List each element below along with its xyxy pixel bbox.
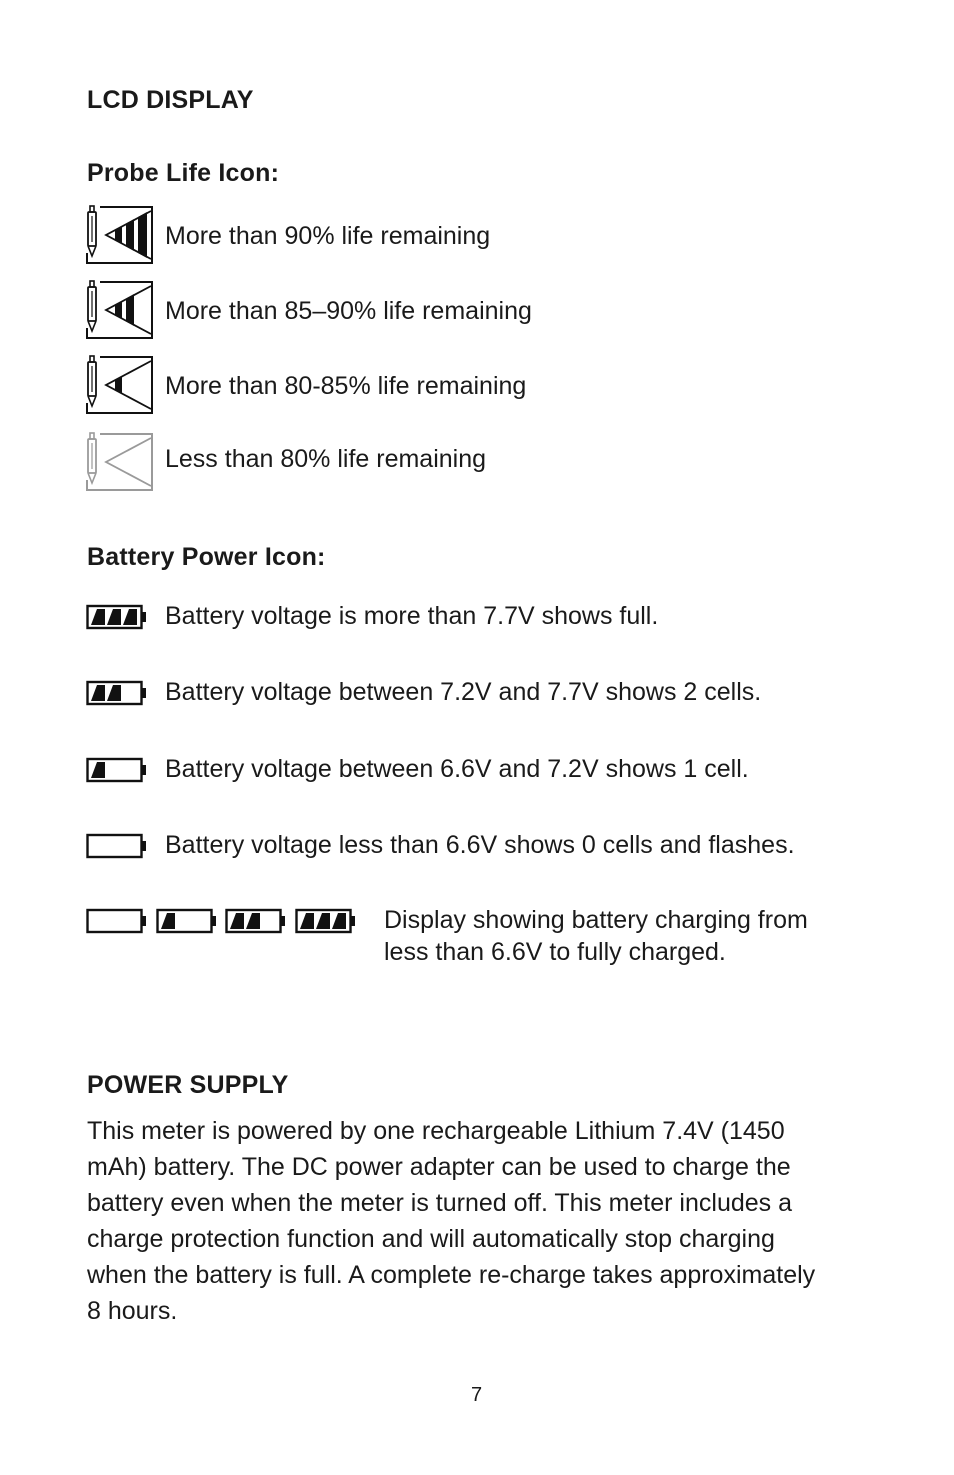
probe-life-bar	[138, 212, 147, 258]
power-supply-heading: POWER SUPPLY	[87, 1071, 289, 1099]
battery-cell	[300, 913, 314, 929]
probe-life-heading: Probe Life Icon:	[87, 159, 280, 187]
page-number: 7	[471, 1384, 483, 1406]
probe-life-icon	[85, 279, 155, 341]
battery-cell	[123, 609, 137, 625]
battery-cell	[91, 609, 105, 625]
probe-point	[88, 246, 96, 256]
probe-life-label: More than 85–90% life remaining	[165, 297, 532, 325]
probe-life-bar	[126, 219, 134, 251]
battery-terminal	[141, 612, 146, 622]
battery-glyph	[227, 910, 286, 932]
battery-icon	[225, 906, 289, 936]
probe-life-glyph	[87, 433, 152, 490]
battery-cell	[91, 762, 105, 778]
paragraph-line: when the battery is full. A complete re-charge takes approximately	[87, 1261, 816, 1289]
charging-label-line2: less than 6.6V to fully charged.	[384, 938, 726, 966]
battery-cell	[161, 913, 175, 929]
paragraph-line: 8 hours.	[87, 1297, 178, 1325]
battery-icon	[156, 906, 220, 936]
battery-icon	[86, 831, 150, 861]
battery-glyph	[88, 759, 147, 781]
paragraph-line: battery even when the meter is turned off. This meter includes a	[87, 1189, 793, 1217]
battery-label: Battery voltage is more than 7.7V shows full.	[165, 602, 659, 630]
battery-cell	[107, 685, 121, 701]
charging-label-line1: Display showing battery charging from	[384, 906, 808, 934]
battery-terminal	[141, 688, 146, 698]
battery-terminal	[350, 916, 355, 926]
probe-cone	[106, 361, 151, 409]
battery-glyph	[297, 910, 356, 932]
battery-icon	[86, 755, 150, 785]
battery-icon	[86, 678, 150, 708]
battery-terminal	[141, 765, 146, 775]
battery-terminal	[280, 916, 285, 926]
battery-cell	[316, 913, 330, 929]
battery-body	[88, 835, 142, 857]
probe-life-icon	[85, 354, 155, 416]
battery-icon	[295, 906, 359, 936]
battery-glyph	[88, 606, 147, 628]
power-supply-paragraph	[87, 1113, 877, 1329]
probe-life-icon	[85, 431, 155, 493]
battery-icon	[86, 906, 150, 936]
paragraph-line: charge protection function and will automatically stop charging	[87, 1225, 775, 1253]
probe-life-bar	[126, 294, 134, 326]
probe-life-label: Less than 80% life remaining	[165, 445, 487, 473]
battery-terminal	[141, 916, 146, 926]
battery-cell	[230, 913, 244, 929]
battery-terminal	[141, 841, 146, 851]
battery-cell	[246, 913, 260, 929]
probe-life-label: More than 80-85% life remaining	[165, 372, 527, 400]
battery-glyph	[88, 682, 147, 704]
probe-point	[88, 396, 96, 406]
probe-point	[88, 321, 96, 331]
probe-point	[88, 473, 96, 483]
probe-cone	[106, 438, 151, 486]
battery-body	[88, 910, 142, 932]
paragraph-line: This meter is powered by one rechargeable Lithium 7.4V (1450	[87, 1117, 785, 1145]
battery-power-heading: Battery Power Icon:	[87, 543, 326, 571]
battery-cell	[332, 913, 346, 929]
battery-label: Battery voltage between 6.6V and 7.2V shows 1 cell.	[165, 755, 749, 783]
probe-life-label: More than 90% life remaining	[165, 222, 491, 250]
probe-life-glyph	[87, 206, 152, 263]
battery-glyph	[88, 910, 147, 932]
battery-glyph	[158, 910, 217, 932]
battery-label: Battery voltage less than 6.6V shows 0 cells and flashes.	[165, 831, 795, 859]
probe-life-glyph	[87, 281, 152, 338]
battery-cell	[91, 685, 105, 701]
paragraph-line: mAh) battery. The DC power adapter can be used to charge the	[87, 1153, 791, 1181]
battery-terminal	[211, 916, 216, 926]
lcd-display-heading: LCD DISPLAY	[87, 86, 254, 114]
battery-cell	[107, 609, 121, 625]
probe-life-glyph	[87, 356, 152, 413]
probe-life-icon	[85, 204, 155, 266]
battery-label: Battery voltage between 7.2V and 7.7V shows 2 cells.	[165, 678, 762, 706]
battery-glyph	[88, 835, 147, 857]
battery-icon	[86, 602, 150, 632]
